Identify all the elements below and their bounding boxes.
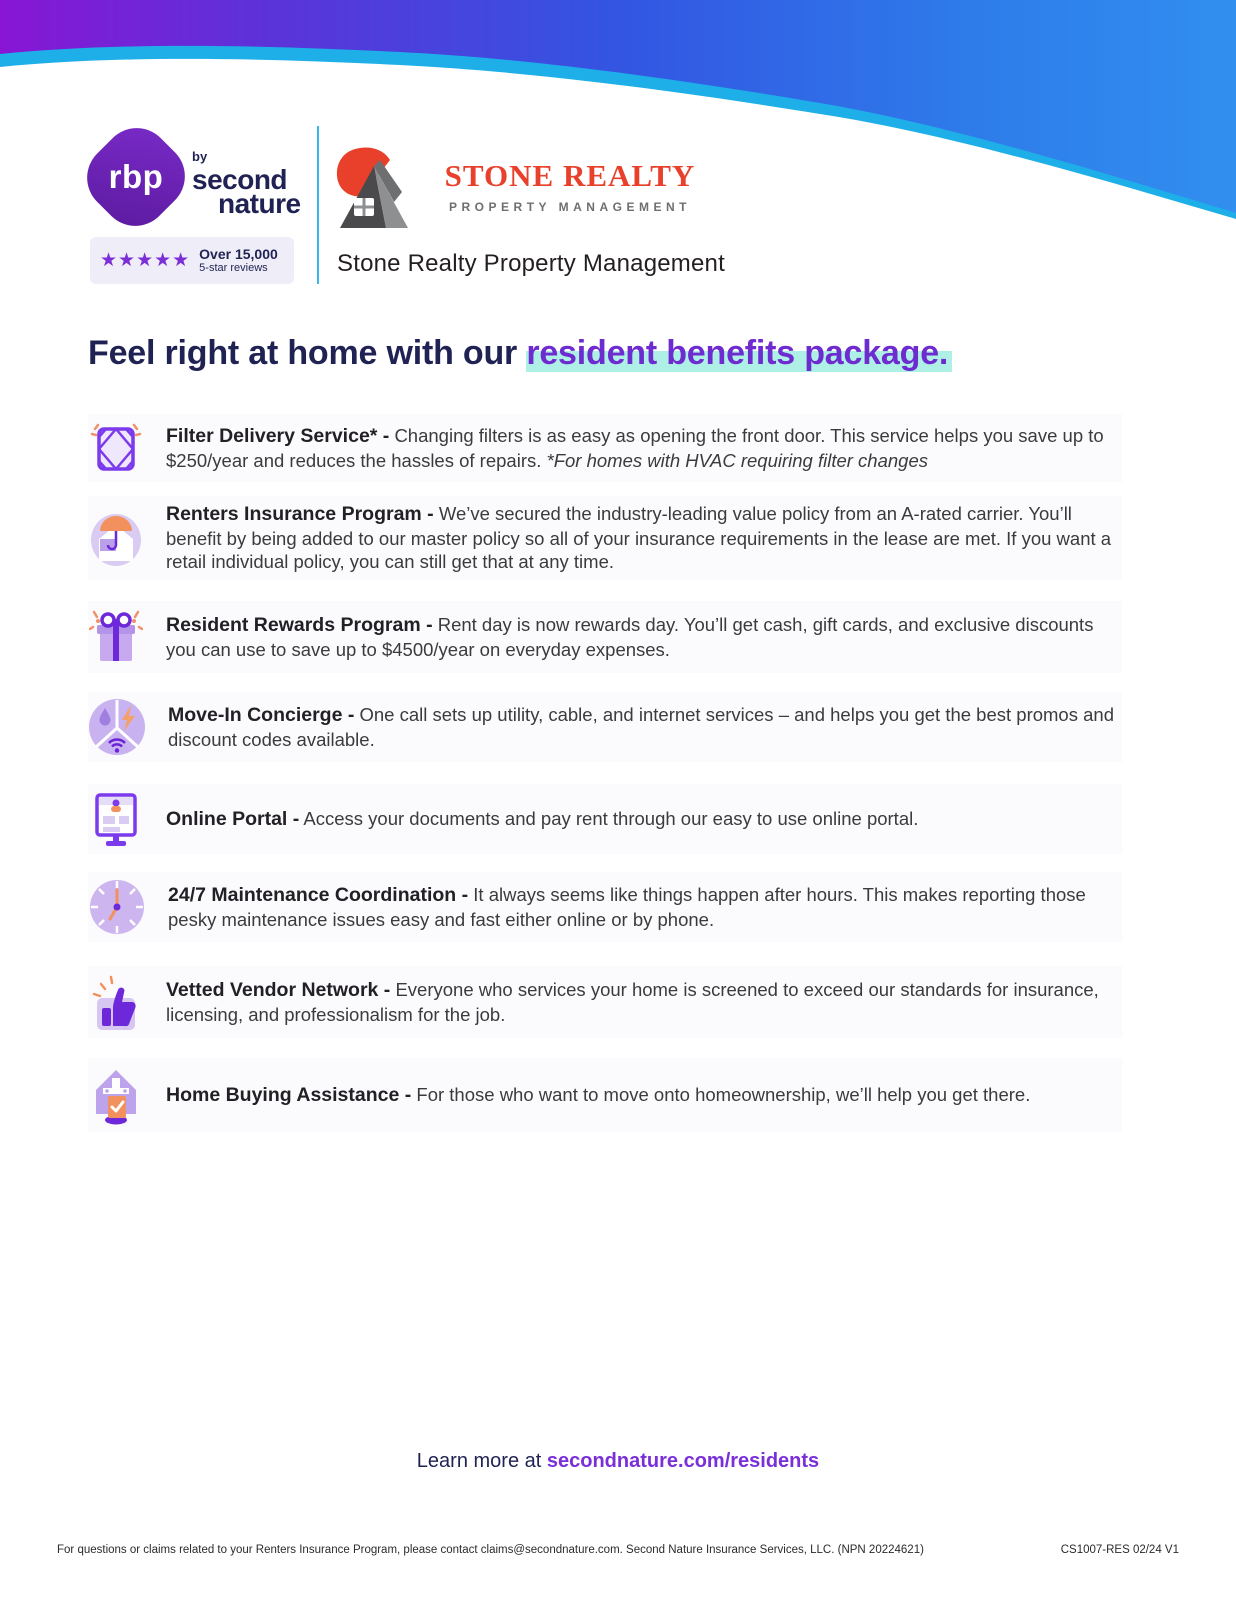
five-stars-icon: ★★★★★ xyxy=(100,250,191,271)
page-title xyxy=(88,334,952,373)
benefit-row-resident-rewards xyxy=(88,601,1122,673)
vetted-vendor-icon xyxy=(88,972,144,1032)
stone-realty-logo xyxy=(334,146,974,232)
company-name: Stone Realty Property Management xyxy=(337,250,725,277)
benefit-desc: For those who want to move onto homeownership, we’ll help you get there. xyxy=(416,1083,1031,1105)
learn-more-link[interactable]: secondnature.com/residents xyxy=(546,1450,820,1472)
home-buying-icon xyxy=(88,1064,144,1126)
filter-icon xyxy=(88,420,144,476)
move-in-concierge-icon xyxy=(88,698,146,756)
benefit-desc: It always seems like things happen after hours. This makes reporting those pesky maintenance issues easy and fast either online or by phone. xyxy=(168,884,1086,930)
benefit-title: Resident Rewards Program - xyxy=(166,614,433,636)
benefit-row-move-in-concierge xyxy=(88,692,1122,762)
benefit-desc: Everyone who services your home is screened to exceed our standards for insurance, licensing, and professionalism for the job. xyxy=(166,979,1099,1025)
benefit-title: Renters Insurance Program - xyxy=(166,503,434,525)
rewards-gift-icon xyxy=(88,607,144,667)
maintenance-clock-icon xyxy=(88,878,146,936)
benefit-desc: Rent day is now rewards day. You’ll get cash, gift cards, and exclusive discounts you can use to save up to $4500/year on everyday expenses. xyxy=(166,614,1094,660)
benefit-row-online-portal xyxy=(88,784,1122,854)
stone-realty-title: STONE REALTY xyxy=(444,158,696,193)
page-title-plain: Feel right at home with our xyxy=(88,334,527,372)
benefit-row-home-buying xyxy=(88,1058,1122,1132)
benefit-row-renters-insurance xyxy=(88,496,1122,580)
benefit-title: Home Buying Assistance - xyxy=(166,1083,412,1106)
reviews-count: Over 15,000 xyxy=(199,246,278,263)
benefit-title: Filter Delivery Service* - xyxy=(166,425,390,447)
logo-divider xyxy=(317,126,319,284)
benefit-title: 24/7 Maintenance Coordination - xyxy=(168,884,469,906)
benefit-note: *For homes with HVAC requiring filter changes xyxy=(541,449,928,471)
fine-print-text: For questions or claims related to your Renters Insurance Program, please contact claims@secondnature.com. Second Nature Insurance Services, LLC. (NPN 20224621) xyxy=(57,1544,924,1556)
brand-line1: second xyxy=(192,164,288,195)
benefit-desc: One call sets up utility, cable, and internet services – and helps you get the best promos and discount codes available. xyxy=(168,704,1114,750)
benefit-row-vetted-vendor xyxy=(88,966,1122,1038)
benefit-title: Move-In Concierge - xyxy=(168,704,355,726)
page-title-highlight: resident benefits package. xyxy=(526,334,952,372)
second-nature-wordmark xyxy=(192,150,301,218)
by-label: by xyxy=(192,149,208,164)
benefit-title: Online Portal - xyxy=(166,807,300,830)
online-portal-icon xyxy=(88,790,144,848)
renters-insurance-icon xyxy=(88,509,144,567)
reviews-caption: 5-star reviews xyxy=(199,262,268,275)
stone-realty-house-icon xyxy=(334,146,414,232)
benefit-row-maintenance xyxy=(88,872,1122,942)
stone-realty-subtitle: PROPERTY MANAGEMENT xyxy=(449,200,691,214)
doc-code: CS1007-RES 02/24 V1 xyxy=(1060,1544,1179,1556)
rbp-logo-text: rbp xyxy=(108,158,164,195)
benefit-desc: Changing filters is as easy as opening the front door. This service helps you save up to $250/year and reduces the hassles of repairs. xyxy=(166,425,1104,471)
reviews-badge xyxy=(90,237,294,284)
benefit-desc: Access your documents and pay rent through our easy to use online portal. xyxy=(303,807,919,829)
benefit-title: Vetted Vendor Network - xyxy=(166,979,391,1001)
benefit-desc: We’ve secured the industry-leading value policy from an A-rated carrier. You’ll benefit by being added to our master policy so all of your insurance requirements in the lease are met. If you want a retail individual policy, you can still get that at any time. xyxy=(166,503,1112,572)
fine-print xyxy=(57,1544,1179,1556)
learn-more-line xyxy=(0,1450,1236,1473)
rbp-logo xyxy=(90,126,301,236)
benefit-row-filter-delivery xyxy=(88,414,1122,482)
learn-more-prefix: Learn more at xyxy=(416,1450,547,1472)
brand-line2: nature xyxy=(218,188,301,219)
